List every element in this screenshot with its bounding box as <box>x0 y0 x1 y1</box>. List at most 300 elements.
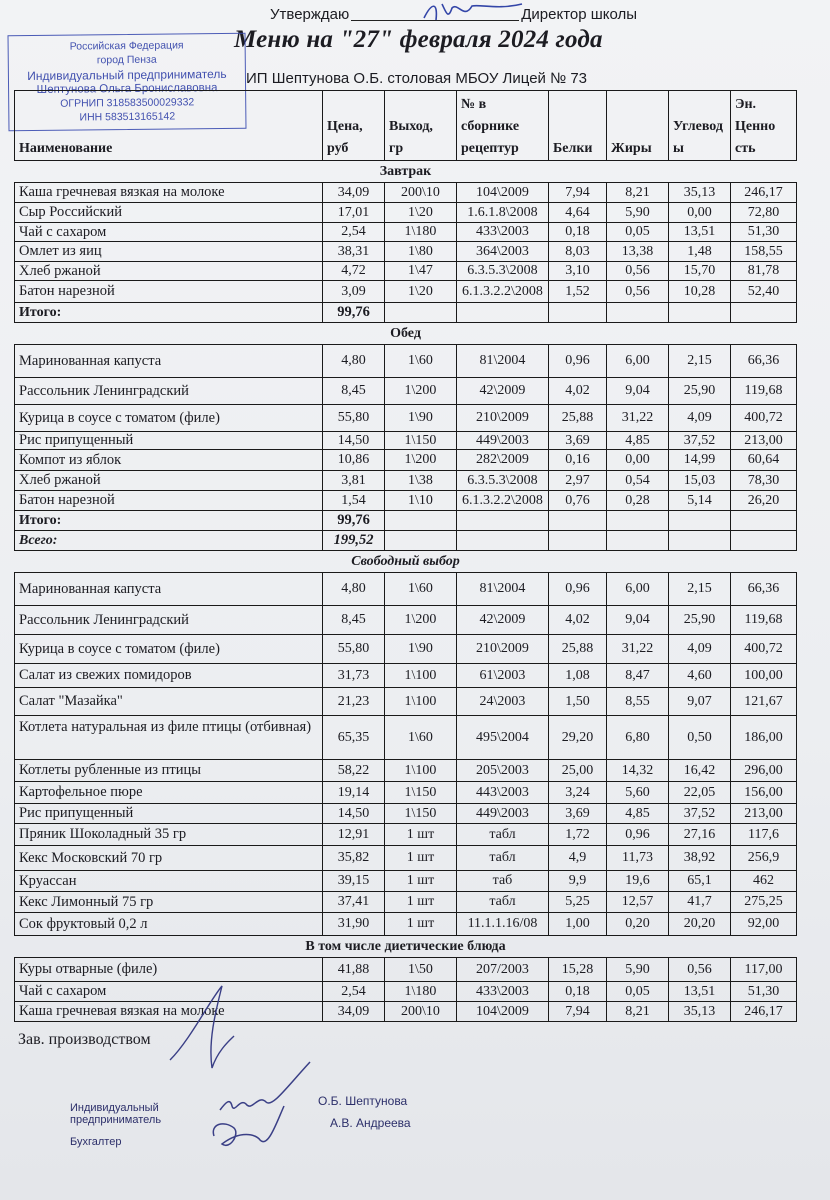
total-row <box>15 511 797 531</box>
director-signature <box>418 0 528 24</box>
cell-carb: 25,90 <box>669 606 731 635</box>
cell-yield: 1 шт <box>385 824 457 846</box>
cell-energy: 66,36 <box>731 345 797 378</box>
cell-energy: 66,36 <box>731 573 797 606</box>
cell-yield: 1\180 <box>385 223 457 242</box>
cell-protein: 29,20 <box>549 716 607 760</box>
cell-recipe: 1.6.1.8\2008 <box>457 203 549 223</box>
cell-price: 55,80 <box>323 635 385 664</box>
cell-protein: 1,00 <box>549 913 607 936</box>
cell-fat: 6,00 <box>607 573 669 606</box>
cell-name: Сыр Российский <box>15 203 323 223</box>
cell-fat: 9,04 <box>607 606 669 635</box>
col-energy-header: Эн. Ценно сть <box>731 91 797 161</box>
director-label: Директор школы <box>521 6 638 23</box>
cell-name: Салат "Мазайка" <box>15 688 323 716</box>
cell-yield: 200\10 <box>385 1002 457 1022</box>
cell-carb: 20,20 <box>669 913 731 936</box>
cell-recipe: 6.1.3.2.2\2008 <box>457 491 549 511</box>
cell-energy: 400,72 <box>731 405 797 432</box>
cell-protein: 1,08 <box>549 664 607 688</box>
menu-item-row <box>15 183 797 203</box>
cell-name: Омлет из яиц <box>15 242 323 262</box>
cell-price: 21,23 <box>323 688 385 716</box>
section-title: Обед <box>15 323 797 345</box>
cell-price: 55,80 <box>323 405 385 432</box>
cell-recipe: 104\2009 <box>457 183 549 203</box>
stamp-line: Шептунова Ольга Брониславовна <box>36 82 218 96</box>
menu-item-row <box>15 432 797 450</box>
empty-cell <box>731 303 797 323</box>
cell-name: Батон нарезной <box>15 491 323 511</box>
col-fat-header: Жиры <box>607 91 669 161</box>
cell-yield: 1\20 <box>385 281 457 303</box>
cell-carb: 5,14 <box>669 491 731 511</box>
menu-item-row <box>15 982 797 1002</box>
stamp-line: Индивидуальный предприниматель <box>27 66 227 84</box>
cell-fat: 19,6 <box>607 871 669 892</box>
cell-price: 8,45 <box>323 606 385 635</box>
cell-yield: 1\200 <box>385 450 457 471</box>
cell-price: 38,31 <box>323 242 385 262</box>
cell-protein: 4,9 <box>549 846 607 871</box>
menu-item-row <box>15 716 797 760</box>
cell-name: Компот из яблок <box>15 450 323 471</box>
cell-yield: 1\80 <box>385 242 457 262</box>
empty-cell <box>457 531 549 551</box>
cell-protein: 25,88 <box>549 405 607 432</box>
cell-name: Чай с сахаром <box>15 982 323 1002</box>
cell-yield: 1\100 <box>385 688 457 716</box>
cell-yield: 1\10 <box>385 491 457 511</box>
cell-recipe: 443\2003 <box>457 782 549 804</box>
cell-recipe: 205\2003 <box>457 760 549 782</box>
cell-carb: 1,48 <box>669 242 731 262</box>
cell-recipe: 282\2009 <box>457 450 549 471</box>
cell-carb: 0,00 <box>669 203 731 223</box>
cell-fat: 0,28 <box>607 491 669 511</box>
cell-fat: 12,57 <box>607 892 669 913</box>
cell-name: Хлеб ржаной <box>15 471 323 491</box>
menu-item-row <box>15 892 797 913</box>
cell-carb: 4,09 <box>669 635 731 664</box>
cell-yield: 1\60 <box>385 345 457 378</box>
cell-name: Котлеты рубленные из птицы <box>15 760 323 782</box>
cell-recipe: 42\2009 <box>457 378 549 405</box>
menu-table <box>14 90 797 1022</box>
cell-name: Салат из свежих помидоров <box>15 664 323 688</box>
cell-carb: 2,15 <box>669 573 731 606</box>
col-name-header: Наименование <box>15 91 323 161</box>
cell-protein: 8,03 <box>549 242 607 262</box>
cell-fat: 11,73 <box>607 846 669 871</box>
section-header-row <box>15 323 797 345</box>
cell-fat: 8,47 <box>607 664 669 688</box>
ip-role <box>70 1102 161 1126</box>
cell-fat: 6,00 <box>607 345 669 378</box>
cell-fat: 0,54 <box>607 471 669 491</box>
cell-yield: 200\10 <box>385 183 457 203</box>
cell-recipe: табл <box>457 846 549 871</box>
col-yield-header: Выход, гр <box>385 91 457 161</box>
total-label: Итого: <box>15 511 323 531</box>
cell-carb: 15,03 <box>669 471 731 491</box>
cell-yield: 1\200 <box>385 378 457 405</box>
menu-item-row <box>15 871 797 892</box>
cell-name: Кекс Лимонный 75 гр <box>15 892 323 913</box>
cell-yield: 1\100 <box>385 760 457 782</box>
menu-item-row <box>15 760 797 782</box>
cell-protein: 9,9 <box>549 871 607 892</box>
cell-name: Картофельное пюре <box>15 782 323 804</box>
total-label: Итого: <box>15 303 323 323</box>
menu-item-row <box>15 203 797 223</box>
cell-recipe: 207/2003 <box>457 958 549 982</box>
menu-item-row <box>15 913 797 936</box>
cell-price: 37,41 <box>323 892 385 913</box>
menu-item-row <box>15 635 797 664</box>
cell-carb: 15,70 <box>669 262 731 281</box>
cell-recipe: 104\2009 <box>457 1002 549 1022</box>
cell-carb: 13,51 <box>669 982 731 1002</box>
cell-energy: 51,30 <box>731 223 797 242</box>
cell-fat: 31,22 <box>607 405 669 432</box>
cell-recipe: табл <box>457 892 549 913</box>
cell-carb: 35,13 <box>669 183 731 203</box>
cell-name: Хлеб ржаной <box>15 262 323 281</box>
cell-name: Чай с сахаром <box>15 223 323 242</box>
menu-item-row <box>15 471 797 491</box>
section-header-row <box>15 161 797 183</box>
menu-item-row <box>15 782 797 804</box>
cell-fat: 5,90 <box>607 203 669 223</box>
cell-carb: 9,07 <box>669 688 731 716</box>
cell-energy: 156,00 <box>731 782 797 804</box>
empty-cell <box>669 531 731 551</box>
empty-cell <box>669 303 731 323</box>
empty-cell <box>457 511 549 531</box>
section-title: Свободный выбор <box>15 551 797 573</box>
cell-price: 39,15 <box>323 871 385 892</box>
cell-carb: 13,51 <box>669 223 731 242</box>
empty-cell <box>731 511 797 531</box>
cell-energy: 158,55 <box>731 242 797 262</box>
production-manager-label: Зав. производством <box>18 1031 151 1048</box>
menu-item-row <box>15 262 797 281</box>
cell-fat: 0,56 <box>607 281 669 303</box>
cell-protein: 3,69 <box>549 432 607 450</box>
cell-price: 14,50 <box>323 432 385 450</box>
cell-protein: 0,76 <box>549 491 607 511</box>
cell-protein: 15,28 <box>549 958 607 982</box>
cell-yield: 1\47 <box>385 262 457 281</box>
cell-yield: 1\20 <box>385 203 457 223</box>
cell-carb: 0,50 <box>669 716 731 760</box>
cell-carb: 37,52 <box>669 432 731 450</box>
total-value: 99,76 <box>323 303 385 323</box>
cell-recipe: 6.3.5.3\2008 <box>457 262 549 281</box>
cell-yield: 1 шт <box>385 846 457 871</box>
cell-price: 10,86 <box>323 450 385 471</box>
cell-energy: 119,68 <box>731 606 797 635</box>
col-protein-header: Белки <box>549 91 607 161</box>
cell-recipe: 433\2003 <box>457 223 549 242</box>
cell-carb: 25,90 <box>669 378 731 405</box>
cell-carb: 16,42 <box>669 760 731 782</box>
cell-recipe: 6.1.3.2.2\2008 <box>457 281 549 303</box>
cell-yield: 1\38 <box>385 471 457 491</box>
cell-price: 14,50 <box>323 804 385 824</box>
cell-price: 4,72 <box>323 262 385 281</box>
menu-item-row <box>15 345 797 378</box>
cell-name: Куры отварные (филе) <box>15 958 323 982</box>
cell-name: Сок фруктовый 0,2 л <box>15 913 323 936</box>
empty-cell <box>607 531 669 551</box>
total-row <box>15 303 797 323</box>
ip-name: О.Б. Шептунова <box>318 1094 408 1108</box>
cell-price: 4,80 <box>323 345 385 378</box>
cell-price: 3,81 <box>323 471 385 491</box>
cell-price: 19,14 <box>323 782 385 804</box>
cell-price: 12,91 <box>323 824 385 846</box>
cell-name: Пряник Шоколадный 35 гр <box>15 824 323 846</box>
menu-item-row <box>15 405 797 432</box>
cell-carb: 41,7 <box>669 892 731 913</box>
menu-item-row <box>15 606 797 635</box>
menu-item-row <box>15 223 797 242</box>
cell-price: 3,09 <box>323 281 385 303</box>
cell-energy: 213,00 <box>731 804 797 824</box>
grand-total-row <box>15 531 797 551</box>
cell-name: Маринованная капуста <box>15 345 323 378</box>
cell-fat: 5,60 <box>607 782 669 804</box>
cell-price: 35,82 <box>323 846 385 871</box>
cell-name: Курица в соусе с томатом (филе) <box>15 405 323 432</box>
cell-yield: 1\150 <box>385 782 457 804</box>
menu-item-row <box>15 804 797 824</box>
menu-item-row <box>15 242 797 262</box>
menu-item-row <box>15 281 797 303</box>
cell-fat: 13,38 <box>607 242 669 262</box>
cell-protein: 0,96 <box>549 573 607 606</box>
cell-recipe: 42\2009 <box>457 606 549 635</box>
menu-item-row <box>15 664 797 688</box>
cell-recipe: 81\2004 <box>457 573 549 606</box>
cell-name: Каша гречневая вязкая на молоке <box>15 183 323 203</box>
menu-item-row <box>15 378 797 405</box>
cell-carb: 65,1 <box>669 871 731 892</box>
cell-carb: 0,56 <box>669 958 731 982</box>
empty-cell <box>385 531 457 551</box>
cell-name: Каша гречневая вязкая на молоке <box>15 1002 323 1022</box>
empty-cell <box>669 511 731 531</box>
cell-fat: 0,05 <box>607 982 669 1002</box>
cell-price: 2,54 <box>323 223 385 242</box>
cell-recipe: 449\2003 <box>457 432 549 450</box>
signatures-handwritten <box>200 1058 320 1153</box>
cell-energy: 256,9 <box>731 846 797 871</box>
cell-energy: 117,00 <box>731 958 797 982</box>
cell-price: 2,54 <box>323 982 385 1002</box>
accountant-name: А.В. Андреева <box>330 1116 411 1130</box>
menu-item-row <box>15 1002 797 1022</box>
cell-name: Котлета натуральная из филе птицы (отбивная) <box>15 716 323 760</box>
cell-name: Рис припущенный <box>15 804 323 824</box>
cell-protein: 25,88 <box>549 635 607 664</box>
total-value: 99,76 <box>323 511 385 531</box>
cell-carb: 37,52 <box>669 804 731 824</box>
ip-role-line: предприниматель <box>70 1114 162 1126</box>
empty-cell <box>549 511 607 531</box>
empty-cell <box>385 303 457 323</box>
cell-name: Кекс Московский 70 гр <box>15 846 323 871</box>
cell-energy: 92,00 <box>731 913 797 936</box>
cell-energy: 117,6 <box>731 824 797 846</box>
cell-recipe: 449\2003 <box>457 804 549 824</box>
cell-energy: 72,80 <box>731 203 797 223</box>
cell-yield: 1\60 <box>385 573 457 606</box>
cell-energy: 26,20 <box>731 491 797 511</box>
menu-item-row <box>15 846 797 871</box>
cell-protein: 4,02 <box>549 606 607 635</box>
cell-fat: 9,04 <box>607 378 669 405</box>
cell-energy: 186,00 <box>731 716 797 760</box>
menu-item-row <box>15 958 797 982</box>
cell-recipe: 210\2009 <box>457 635 549 664</box>
cell-protein: 0,18 <box>549 223 607 242</box>
cell-carb: 10,28 <box>669 281 731 303</box>
empty-cell <box>457 303 549 323</box>
menu-item-row <box>15 491 797 511</box>
cell-energy: 60,64 <box>731 450 797 471</box>
cell-carb: 4,09 <box>669 405 731 432</box>
cell-energy: 462 <box>731 871 797 892</box>
cell-yield: 1\60 <box>385 716 457 760</box>
cell-protein: 25,00 <box>549 760 607 782</box>
cell-price: 17,01 <box>323 203 385 223</box>
cell-fat: 6,80 <box>607 716 669 760</box>
cell-fat: 31,22 <box>607 635 669 664</box>
section-title: Завтрак <box>15 161 797 183</box>
cell-yield: 1 шт <box>385 871 457 892</box>
cell-yield: 1\90 <box>385 405 457 432</box>
cell-protein: 4,02 <box>549 378 607 405</box>
section-header-row <box>15 551 797 573</box>
cell-carb: 2,15 <box>669 345 731 378</box>
cell-energy: 213,00 <box>731 432 797 450</box>
cell-energy: 81,78 <box>731 262 797 281</box>
cell-price: 4,80 <box>323 573 385 606</box>
stamp-line: ИНН 583513165142 <box>79 110 176 124</box>
cell-carb: 4,60 <box>669 664 731 688</box>
cell-carb: 22,05 <box>669 782 731 804</box>
cell-name: Маринованная капуста <box>15 573 323 606</box>
cell-yield: 1\150 <box>385 432 457 450</box>
cell-energy: 296,00 <box>731 760 797 782</box>
page-title: Меню на "27" февраля 2024 года <box>234 26 603 53</box>
cell-carb: 14,99 <box>669 450 731 471</box>
cell-energy: 119,68 <box>731 378 797 405</box>
cell-fat: 4,85 <box>607 432 669 450</box>
cell-price: 31,90 <box>323 913 385 936</box>
cell-recipe: 11.1.1.16/08 <box>457 913 549 936</box>
cell-price: 58,22 <box>323 760 385 782</box>
cell-yield: 1 шт <box>385 913 457 936</box>
accountant-role: Бухгалтер <box>70 1136 122 1148</box>
cell-fat: 8,21 <box>607 183 669 203</box>
stamp-line: город Пенза <box>96 53 157 67</box>
cell-energy: 275,25 <box>731 892 797 913</box>
menu-item-row <box>15 450 797 471</box>
cell-price: 34,09 <box>323 1002 385 1022</box>
total-label: Всего: <box>15 531 323 551</box>
cell-protein: 3,10 <box>549 262 607 281</box>
cell-protein: 0,16 <box>549 450 607 471</box>
section-title: В том числе диетические блюда <box>15 936 797 958</box>
cell-fat: 0,00 <box>607 450 669 471</box>
empty-cell <box>607 511 669 531</box>
cell-protein: 0,96 <box>549 345 607 378</box>
cell-energy: 51,30 <box>731 982 797 1002</box>
cell-protein: 1,72 <box>549 824 607 846</box>
cell-protein: 4,64 <box>549 203 607 223</box>
cell-name: Круассан <box>15 871 323 892</box>
cell-protein: 1,52 <box>549 281 607 303</box>
cell-yield: 1\150 <box>385 804 457 824</box>
cell-yield: 1\100 <box>385 664 457 688</box>
cell-price: 8,45 <box>323 378 385 405</box>
cell-recipe: табл <box>457 824 549 846</box>
cell-protein: 3,24 <box>549 782 607 804</box>
cell-name: Рассольник Ленинградский <box>15 606 323 635</box>
cell-name: Рис припущенный <box>15 432 323 450</box>
cell-yield: 1\90 <box>385 635 457 664</box>
cell-protein: 7,94 <box>549 1002 607 1022</box>
cell-price: 65,35 <box>323 716 385 760</box>
cell-carb: 38,92 <box>669 846 731 871</box>
cell-name: Батон нарезной <box>15 281 323 303</box>
empty-cell <box>731 531 797 551</box>
cell-recipe: 61\2003 <box>457 664 549 688</box>
total-value: 199,52 <box>323 531 385 551</box>
empty-cell <box>549 303 607 323</box>
provider-line: ИП Шептунова О.Б. столовая МБОУ Лицей № 73 <box>246 70 588 87</box>
cell-energy: 246,17 <box>731 1002 797 1022</box>
table-header-row <box>15 91 797 161</box>
cell-protein: 5,25 <box>549 892 607 913</box>
cell-fat: 5,90 <box>607 958 669 982</box>
cell-protein: 1,50 <box>549 688 607 716</box>
empty-cell <box>607 303 669 323</box>
cell-fat: 0,05 <box>607 223 669 242</box>
empty-cell <box>549 531 607 551</box>
section-header-row <box>15 936 797 958</box>
cell-recipe: таб <box>457 871 549 892</box>
cell-yield: 1\50 <box>385 958 457 982</box>
cell-fat: 14,32 <box>607 760 669 782</box>
cell-recipe: 433\2003 <box>457 982 549 1002</box>
cell-protein: 0,18 <box>549 982 607 1002</box>
menu-item-row <box>15 824 797 846</box>
cell-price: 41,88 <box>323 958 385 982</box>
cell-yield: 1\180 <box>385 982 457 1002</box>
menu-item-row <box>15 688 797 716</box>
cell-yield: 1\200 <box>385 606 457 635</box>
stamp-line: ОГРНИП 318583500029332 <box>60 96 195 110</box>
stamp-line: Российская Федерация <box>69 39 184 53</box>
cell-protein: 2,97 <box>549 471 607 491</box>
cell-fat: 0,20 <box>607 913 669 936</box>
